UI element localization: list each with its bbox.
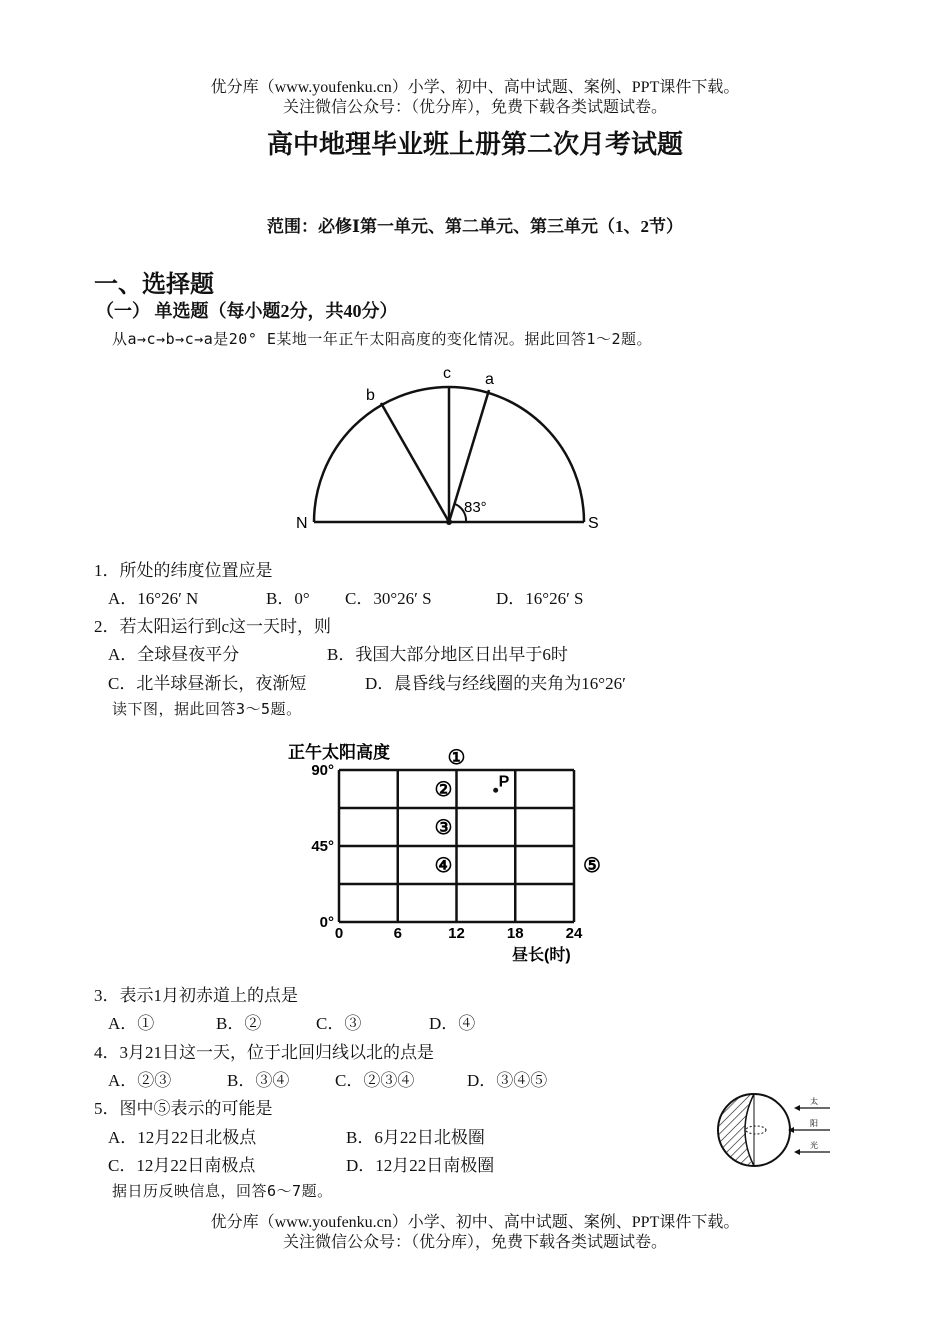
- sunlight-label-1: 太: [810, 1097, 818, 1106]
- question-5-stem: 5．图中⑤表示的可能是: [94, 1099, 273, 1118]
- point-5: ⑤: [583, 855, 601, 877]
- section-heading: 一、选择题: [94, 272, 214, 298]
- ray-b: [381, 403, 449, 522]
- y-tick-45: 45°: [311, 838, 334, 855]
- exam-scope: 范围：必修Ⅰ第一单元、第二单元、第三单元（1、2节）: [267, 217, 683, 236]
- question-2-option-d[interactable]: D．晨昏线与经线圈的夹角为16°26′: [365, 674, 626, 693]
- header-line-1: 优分库（www.youfenku.cn）小学、初中、高中试题、案例、PPT课件下载。: [210, 79, 740, 96]
- question-3-option-d[interactable]: D．④: [429, 1014, 476, 1033]
- footer-line-1: 优分库（www.youfenku.cn）小学、初中、高中试题、案例、PPT课件下载。: [210, 1214, 740, 1231]
- question-1-stem: 1．所处的纬度位置应是: [94, 561, 273, 580]
- question-4-option-c[interactable]: C．②③④: [335, 1071, 415, 1090]
- question-2-option-a[interactable]: A．全球昼夜平分: [108, 645, 240, 664]
- point-p-label: P: [498, 773, 510, 791]
- latitude-circle: [746, 1126, 766, 1134]
- y-tick-0: 0°: [319, 914, 334, 931]
- point-1: ①: [447, 747, 466, 769]
- label-b: b: [366, 387, 375, 404]
- question-4-stem: 4．3月21日这一天，位于北回归线以北的点是: [94, 1043, 434, 1062]
- question-5-option-a[interactable]: A．12月22日北极点: [108, 1128, 257, 1147]
- label-c: c: [443, 365, 451, 382]
- intro-q6-7: 据日历反映信息，回答6～7题。: [112, 1182, 333, 1200]
- subsection-heading: （一） 单选题（每小题2分，共40分）: [96, 301, 398, 321]
- night-side-hatch: [718, 1090, 754, 1170]
- question-1-option-b[interactable]: B．0°: [266, 589, 310, 608]
- arrow-icon: [794, 1105, 800, 1111]
- question-1-option-a[interactable]: A．16°26′ N: [108, 589, 199, 608]
- question-3-option-c[interactable]: C．③: [316, 1014, 362, 1033]
- sunlight-label-2: 阳: [810, 1119, 818, 1128]
- footer-line-2: 关注微信公众号：（优分库），免费下载各类试题试卷。: [282, 1234, 667, 1251]
- x-tick-0: 0: [334, 925, 344, 942]
- question-5-option-c[interactable]: C．12月22日南极点: [108, 1156, 256, 1175]
- point-2: ②: [434, 779, 453, 801]
- globe-sunlight-diagram: [712, 1090, 836, 1170]
- question-2-option-b[interactable]: B．我国大部分地区日出早于6时: [327, 645, 568, 664]
- question-1-option-d[interactable]: D．16°26′ S: [496, 589, 584, 608]
- label-a: a: [485, 371, 494, 388]
- x-tick-6: 6: [393, 925, 402, 942]
- question-4-option-a[interactable]: A．②③: [108, 1071, 172, 1090]
- point-4: ④: [434, 855, 453, 877]
- observer-point: [446, 519, 452, 525]
- intro-q1-2: 从a→c→b→c→a是20° E某地一年正午太阳高度的变化情况。据此回答1～2题。: [112, 330, 652, 348]
- chart-grid: [339, 770, 574, 922]
- question-2-option-c[interactable]: C．北半球昼渐长，夜渐短: [108, 674, 307, 693]
- point-p-dot: [493, 788, 498, 793]
- x-tick-18: 18: [506, 925, 524, 942]
- question-4-option-b[interactable]: B．③④: [227, 1071, 290, 1090]
- sun-altitude-diagram: [290, 360, 620, 535]
- question-2-stem: 2．若太阳运行到c这一天时，则: [94, 617, 332, 636]
- arrow-icon: [788, 1127, 794, 1133]
- noon-sun-daylength-chart: [282, 736, 612, 968]
- question-4-option-d[interactable]: D．③④⑤: [467, 1071, 548, 1090]
- x-tick-12: 12: [448, 925, 465, 942]
- header-line-2: 关注微信公众号：（优分库），免费下载各类试题试卷。: [282, 99, 667, 116]
- x-axis-title: 昼长(时): [512, 947, 571, 964]
- page-title: 高中地理毕业班上册第二次月考试题: [266, 130, 683, 159]
- label-s: S: [588, 515, 599, 532]
- question-3-option-a[interactable]: A．①: [108, 1014, 155, 1033]
- y-tick-90: 90°: [311, 762, 334, 779]
- label-n: N: [296, 515, 308, 532]
- point-3: ③: [434, 817, 453, 839]
- arrow-icon: [794, 1149, 800, 1155]
- question-3-option-b[interactable]: B．②: [216, 1014, 262, 1033]
- y-axis-title: 正午太阳高度: [288, 743, 390, 762]
- question-3-stem: 3．表示1月初赤道上的点是: [94, 986, 298, 1005]
- sunlight-label-3: 光: [810, 1141, 818, 1150]
- question-5-option-d[interactable]: D．12月22日南极圈: [346, 1156, 495, 1175]
- x-tick-24: 24: [565, 925, 583, 942]
- intro-q3-5: 读下图，据此回答3～5题。: [112, 700, 302, 718]
- question-5-option-b[interactable]: B．6月22日北极圈: [346, 1128, 485, 1147]
- question-1-option-c[interactable]: C．30°26′ S: [345, 589, 432, 608]
- label-angle: 83°: [464, 499, 487, 516]
